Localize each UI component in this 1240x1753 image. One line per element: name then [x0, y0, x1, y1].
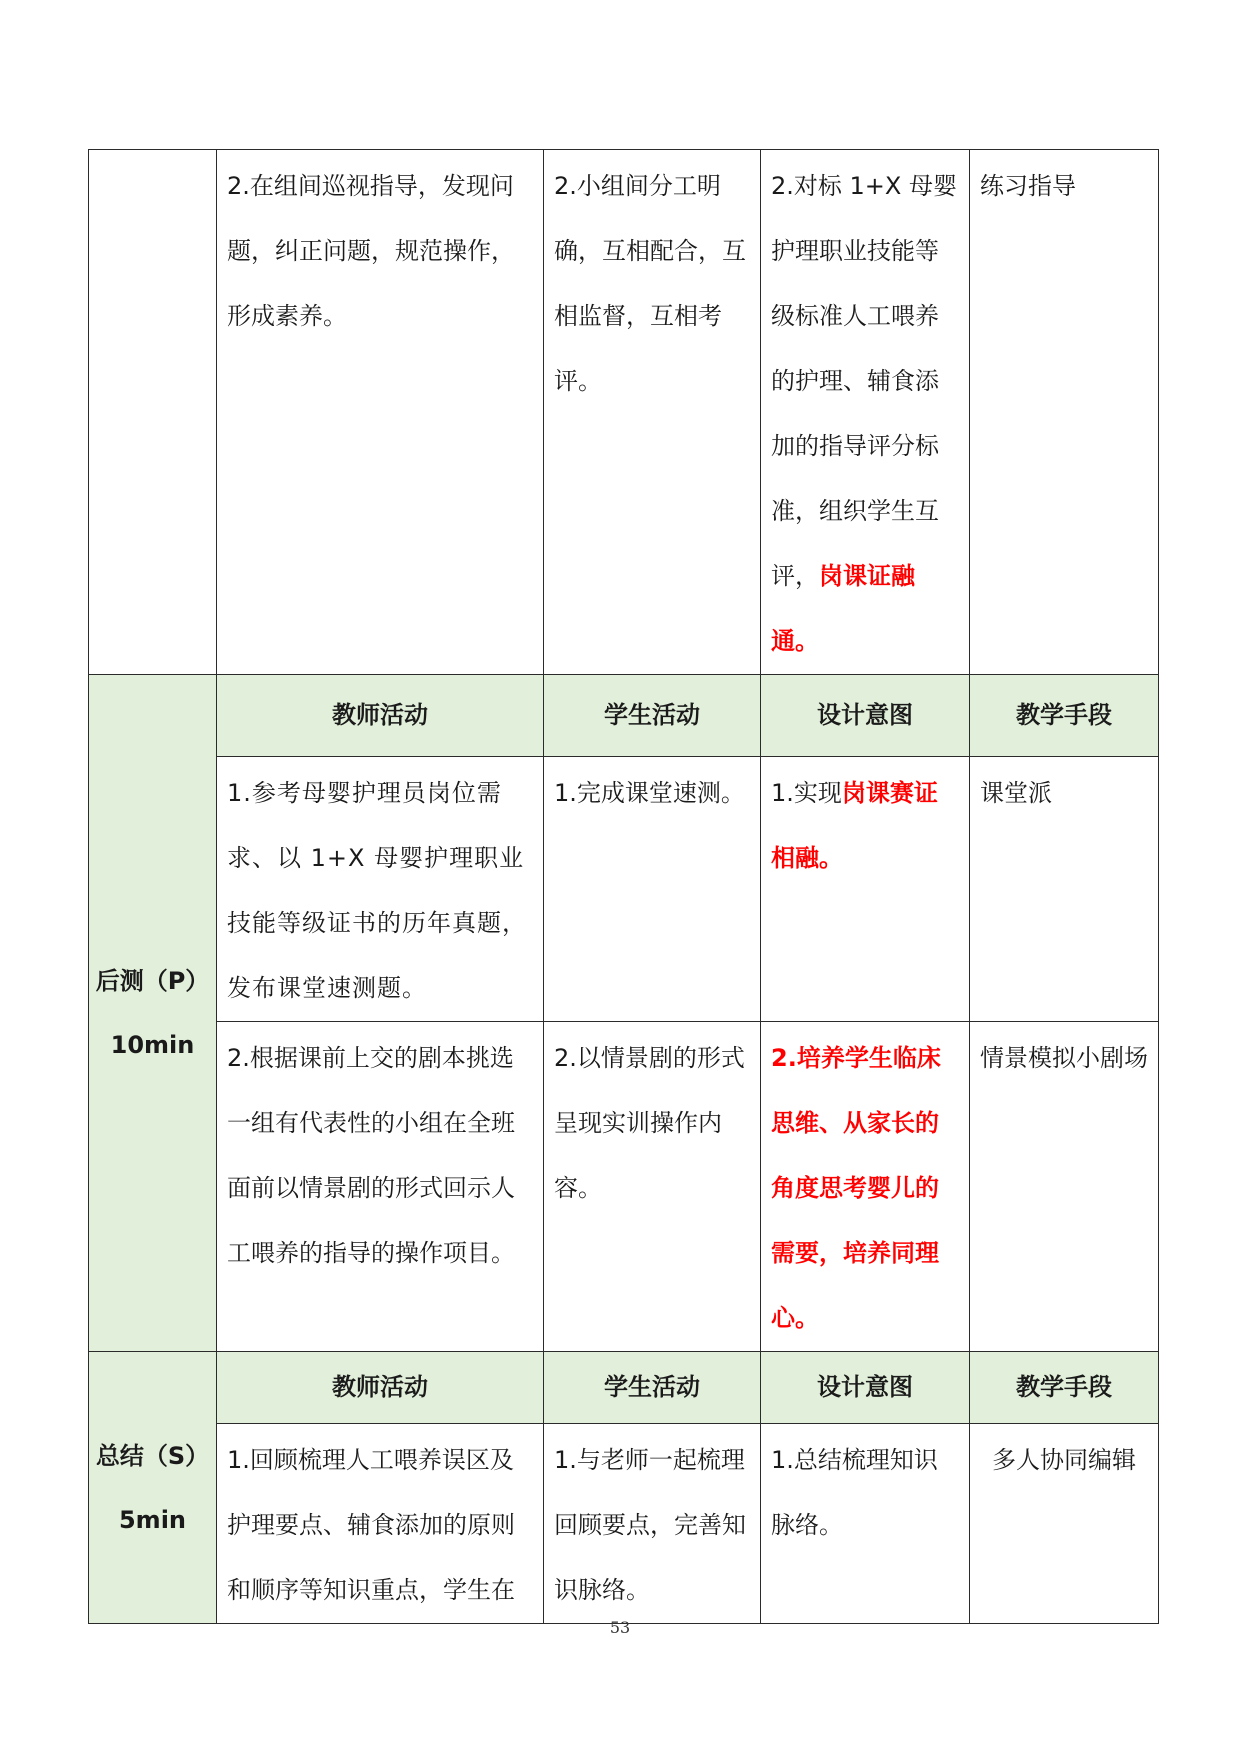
stage-cell-empty — [89, 150, 217, 675]
stage-cell-summary — [89, 1352, 217, 1624]
intent-highlight: 岗课赛证相融。 — [771, 779, 938, 872]
header-design-intent: 设计意图 — [761, 1352, 970, 1424]
design-intent-cell — [761, 757, 970, 1022]
teacher-activity-cell: 2.在组间巡视指导，发现问题，纠正问题，规范操作，形成素养。 — [217, 150, 544, 675]
student-activity-cell: 2.以情景剧的形式呈现实训操作内容。 — [544, 1022, 761, 1352]
header-teaching-means: 教学手段 — [970, 675, 1159, 757]
page-number: 53 — [609, 1618, 631, 1637]
header-row — [89, 1352, 1159, 1424]
student-activity-cell: 2.小组间分工明确，互相配合，互相监督，互相考评。 — [544, 150, 761, 675]
design-intent-cell — [761, 150, 970, 675]
header-design-intent: 设计意图 — [761, 675, 970, 757]
design-intent-cell: 2.培养学生临床思维、从家长的角度思考婴儿的需要，培养同理心。 — [761, 1022, 970, 1352]
table-row — [89, 757, 1159, 1022]
lesson-plan-table — [88, 149, 1159, 1624]
header-teaching-means: 教学手段 — [970, 1352, 1159, 1424]
table-row — [89, 1022, 1159, 1352]
teacher-activity-cell: 1.回顾梳理人工喂养误区及护理要点、辅食添加的原则和顺序等知识重点，学生在 — [217, 1424, 544, 1624]
header-teacher-activity: 教师活动 — [217, 675, 544, 757]
header-teacher-activity: 教师活动 — [217, 1352, 544, 1424]
table-row — [89, 1424, 1159, 1624]
stage-name: 后测（P） — [95, 967, 210, 995]
stage-time: 10min — [110, 1031, 195, 1059]
intent-text: 1.实现 — [771, 779, 842, 807]
stage-cell-posttest — [89, 675, 217, 1352]
teacher-activity-cell: 1.参考母婴护理员岗位需求、以 1+X 母婴护理职业技能等级证书的历年真题，发布课堂速测题。 — [217, 757, 544, 1022]
intent-text: 2.对标 1+X 母婴护理职业技能等级标准人工喂养的护理、辅食添加的指导评分标准，组织学生互评， — [771, 172, 957, 590]
design-intent-cell: 1.总结梳理知识脉络。 — [761, 1424, 970, 1624]
teaching-means-cell: 情景模拟小剧场 — [970, 1022, 1159, 1352]
teaching-means-cell: 课堂派 — [970, 757, 1159, 1022]
header-row — [89, 675, 1159, 757]
teaching-means-cell: 多人协同编辑 — [970, 1424, 1159, 1624]
student-activity-cell: 1.与老师一起梳理回顾要点，完善知识脉络。 — [544, 1424, 761, 1624]
stage-time: 5min — [118, 1505, 187, 1534]
table-row — [89, 150, 1159, 675]
header-student-activity: 学生活动 — [544, 675, 761, 757]
stage-name: 总结（S） — [95, 1441, 210, 1470]
teacher-activity-cell: 2.根据课前上交的剧本挑选一组有代表性的小组在全班面前以情景剧的形式回示人工喂养的指导的操作项目。 — [217, 1022, 544, 1352]
intent-highlight: 岗课证融通。 — [771, 562, 915, 655]
teaching-means-cell: 练习指导 — [970, 150, 1159, 675]
header-student-activity: 学生活动 — [544, 1352, 761, 1424]
student-activity-cell: 1.完成课堂速测。 — [544, 757, 761, 1022]
